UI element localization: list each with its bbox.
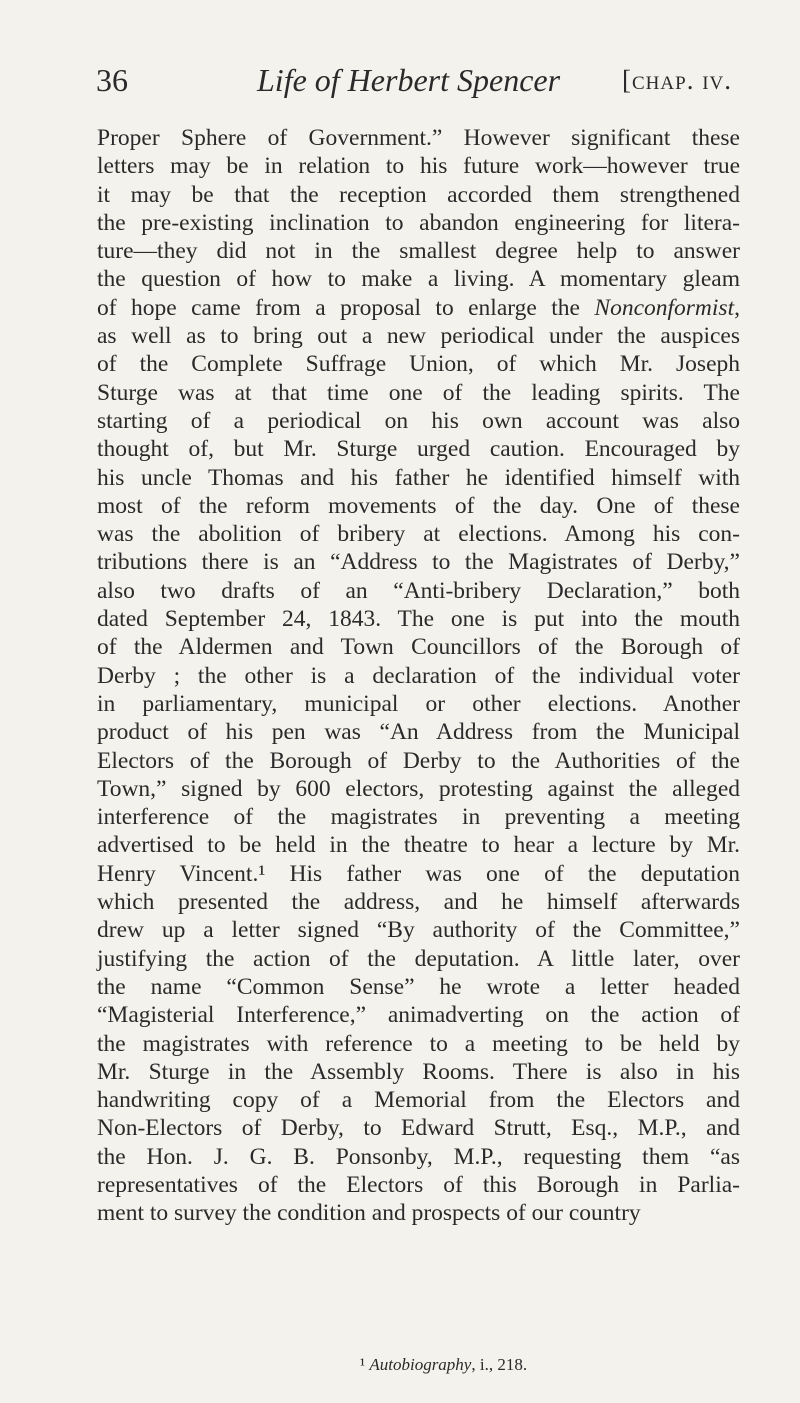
- text-line: ment to survey the condition and prospects of our country: [97, 1200, 641, 1227]
- text-line: the magistrates with reference to a meeting to be held by: [97, 1030, 740, 1057]
- text-line: his uncle Thomas and his father he identified himself with: [97, 464, 740, 491]
- text-line: Mr. Sturge in the Assembly Rooms. There is also in his: [97, 1058, 740, 1085]
- text-line: which presented the address, and he himself afterwards: [97, 889, 740, 916]
- text-line: the Hon. J. G. B. Ponsonby, M.P., requesting them “as: [97, 1143, 740, 1170]
- text-line: letters may be in relation to his future work—however true: [97, 153, 740, 180]
- running-title: Life of Herbert Spencer: [257, 62, 561, 98]
- text-line: of the Aldermen and Town Councillors of the Borough of: [97, 634, 740, 661]
- text-line: Sturge was at that time one of the leading spirits. The: [97, 379, 740, 406]
- text-line: Henry Vincent.¹ His father was one of the deputation: [97, 860, 740, 887]
- text-line: it may be that the reception accorded them strengthened: [97, 181, 740, 208]
- text-line: starting of a periodical on his own account was also: [97, 407, 740, 434]
- text-line: in parliamentary, municipal or other elections. Another: [97, 690, 740, 717]
- text-line: Derby ; the other is a declaration of the individual voter: [97, 662, 740, 689]
- page-header: [96, 60, 732, 100]
- text-line: of hope came from a proposal to enlarge the Nonconformist,: [97, 294, 740, 321]
- text-line: ture—they did not in the smallest degree help to answer: [97, 238, 740, 265]
- text-line: as well as to bring out a new periodical under the auspices: [97, 323, 740, 350]
- text-line: justifying the action of the deputation. A little later, over: [97, 945, 740, 972]
- text-line: thought of, but Mr. Sturge urged caution. Encouraged by: [97, 436, 740, 463]
- text-line: the name “Common Sense” he wrote a letter headed: [97, 973, 740, 1000]
- text-line: product of his pen was “An Address from the Municipal: [97, 719, 740, 746]
- text-line: representatives of the Electors of this Borough in Parlia-: [97, 1171, 740, 1198]
- footnote: [360, 1354, 527, 1376]
- text-line: interference of the magistrates in preventing a meeting: [97, 804, 740, 831]
- footnote-marker: ¹: [360, 1355, 366, 1374]
- text-line: the question of how to make a living. A momentary gleam: [97, 266, 740, 293]
- body-text: [97, 124, 740, 1228]
- chapter-reference: [chap. iv.: [622, 65, 732, 95]
- text-line: Town,” signed by 600 electors, protesting against the alleged: [97, 775, 740, 802]
- footnote-reference: , i., 218.: [471, 1355, 528, 1374]
- text-line: tributions there is an “Address to the Magistrates of Derby,”: [97, 549, 740, 576]
- text-line: was the abolition of bribery at elections. Among his con-: [97, 521, 740, 548]
- text-line: most of the reform movements of the day. One of these: [97, 492, 740, 519]
- text-line: dated September 24, 1843. The one is put into the mouth: [97, 606, 740, 633]
- text-line: Proper Sphere of Government.” However significant these: [97, 125, 740, 151]
- text-line: the pre-existing inclination to abandon engineering for litera-: [97, 209, 740, 236]
- footnote-title: Autobiography: [369, 1355, 472, 1374]
- text-line: handwriting copy of a Memorial from the Electors and: [97, 1087, 740, 1114]
- text-line: advertised to be held in the theatre to hear a lecture by Mr.: [97, 832, 740, 859]
- text-line: also two drafts of an “Anti-bribery Declaration,” both: [97, 577, 740, 604]
- text-line: Electors of the Borough of Derby to the Authorities of the: [97, 747, 740, 774]
- text-line: Non-Electors of Derby, to Edward Strutt, Esq., M.P., and: [97, 1115, 740, 1142]
- periodical-title: Nonconformist: [594, 294, 735, 321]
- page-number: 36: [96, 62, 128, 98]
- text-line: “Magisterial Interference,” animadverting on the action of: [97, 1002, 740, 1029]
- text-line: of the Complete Suffrage Union, of which Mr. Joseph: [97, 351, 740, 378]
- text-line: drew up a letter signed “By authority of the Committee,”: [97, 917, 740, 944]
